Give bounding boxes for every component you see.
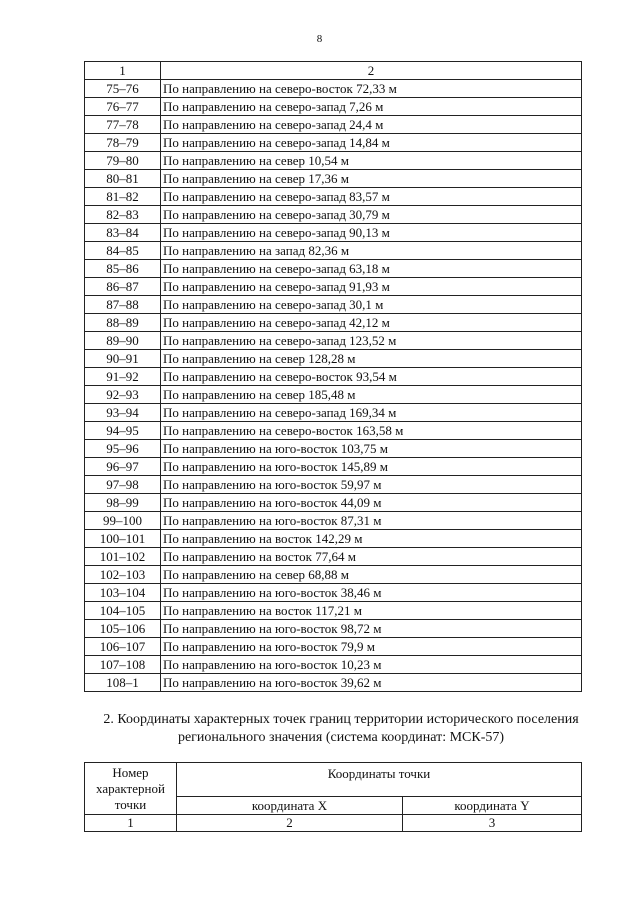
segment-number-cell: 83–84	[85, 224, 161, 242]
table-row	[85, 170, 582, 188]
segment-description-cell: По направлению на восток 77,64 м	[161, 548, 582, 566]
segment-description-cell: По направлению на юго-восток 98,72 м	[161, 620, 582, 638]
coordinates-header-row-1	[85, 763, 582, 797]
segment-number-cell: 80–81	[85, 170, 161, 188]
segments-table-header-row	[85, 62, 582, 80]
table-row	[85, 224, 582, 242]
segment-number-cell: 105–106	[85, 620, 161, 638]
segment-number-cell: 76–77	[85, 98, 161, 116]
segment-description-cell: По направлению на юго-восток 10,23 м	[161, 656, 582, 674]
section-2-title	[84, 711, 598, 747]
segment-description-cell: По направлению на юго-восток 103,75 м	[161, 440, 582, 458]
coordinates-number-cell-1: 1	[85, 815, 177, 832]
segment-description-cell: По направлению на север 10,54 м	[161, 152, 582, 170]
segment-number-cell: 81–82	[85, 188, 161, 206]
table-row	[85, 350, 582, 368]
table-row	[85, 134, 582, 152]
segment-number-cell: 108–1	[85, 674, 161, 692]
segment-number-cell: 84–85	[85, 242, 161, 260]
x-coordinate-header: координата X	[177, 797, 403, 815]
table-row	[85, 206, 582, 224]
table-row	[85, 602, 582, 620]
table-row	[85, 296, 582, 314]
segment-description-cell: По направлению на восток 142,29 м	[161, 530, 582, 548]
segment-description-cell: По направлению на северо-запад 169,34 м	[161, 404, 582, 422]
segment-number-cell: 86–87	[85, 278, 161, 296]
segment-number-cell: 91–92	[85, 368, 161, 386]
table-row	[85, 116, 582, 134]
segment-description-cell: По направлению на северо-запад 83,57 м	[161, 188, 582, 206]
segment-description-cell: По направлению на юго-восток 39,62 м	[161, 674, 582, 692]
segment-description-cell: По направлению на юго-восток 79,9 м	[161, 638, 582, 656]
table-row	[85, 476, 582, 494]
segment-description-cell: По направлению на юго-восток 59,97 м	[161, 476, 582, 494]
segment-description-cell: По направлению на восток 117,21 м	[161, 602, 582, 620]
segment-description-cell: По направлению на юго-восток 87,31 м	[161, 512, 582, 530]
segment-number-cell: 101–102	[85, 548, 161, 566]
segment-description-cell: По направлению на северо-запад 7,26 м	[161, 98, 582, 116]
segment-number-cell: 97–98	[85, 476, 161, 494]
table-row	[85, 638, 582, 656]
point-number-header-line2: характерной	[96, 780, 165, 796]
segment-number-cell: 104–105	[85, 602, 161, 620]
segment-description-cell: По направлению на северо-запад 63,18 м	[161, 260, 582, 278]
segment-number-cell: 102–103	[85, 566, 161, 584]
segment-number-cell: 90–91	[85, 350, 161, 368]
segment-number-cell: 89–90	[85, 332, 161, 350]
segment-description-cell: По направлению на север 17,36 м	[161, 170, 582, 188]
segment-description-cell: По направлению на северо-запад 91,93 м	[161, 278, 582, 296]
segment-description-cell: По направлению на северо-запад 90,13 м	[161, 224, 582, 242]
table-row	[85, 494, 582, 512]
table-row	[85, 620, 582, 638]
segment-description-cell: По направлению на север 128,28 м	[161, 350, 582, 368]
segments-header-col2: 2	[161, 62, 582, 80]
segment-description-cell: По направлению на север 185,48 м	[161, 386, 582, 404]
segment-number-cell: 96–97	[85, 458, 161, 476]
segment-number-cell: 100–101	[85, 530, 161, 548]
segment-description-cell: По направлению на запад 82,36 м	[161, 242, 582, 260]
segment-number-cell: 75–76	[85, 80, 161, 98]
segment-number-cell: 88–89	[85, 314, 161, 332]
segment-number-cell: 106–107	[85, 638, 161, 656]
segment-description-cell: По направлению на юго-восток 145,89 м	[161, 458, 582, 476]
point-number-header-line3: точки	[114, 796, 147, 812]
coordinates-number-row	[85, 815, 582, 832]
table-row	[85, 368, 582, 386]
segment-number-cell: 93–94	[85, 404, 161, 422]
segment-description-cell: По направлению на северо-запад 30,1 м	[161, 296, 582, 314]
table-row	[85, 512, 582, 530]
segment-description-cell: По направлению на юго-восток 44,09 м	[161, 494, 582, 512]
section-2-title-line1: 2. Координаты характерных точек границ территории исторического поселения	[103, 712, 579, 727]
table-row	[85, 260, 582, 278]
segment-description-cell: По направлению на северо-запад 24,4 м	[161, 116, 582, 134]
table-row	[85, 656, 582, 674]
segment-number-cell: 95–96	[85, 440, 161, 458]
table-row	[85, 98, 582, 116]
table-row	[85, 458, 582, 476]
segment-number-cell: 79–80	[85, 152, 161, 170]
segment-number-cell: 98–99	[85, 494, 161, 512]
y-coordinate-header: координата Y	[403, 797, 582, 815]
table-row	[85, 548, 582, 566]
coordinates-table	[84, 762, 582, 832]
segment-description-cell: По направлению на северо-запад 42,12 м	[161, 314, 582, 332]
table-row	[85, 584, 582, 602]
segment-description-cell: По направлению на север 68,88 м	[161, 566, 582, 584]
point-coordinates-header: Координаты точки	[177, 763, 582, 797]
coordinates-number-cell-3: 3	[403, 815, 582, 832]
table-row	[85, 80, 582, 98]
table-row	[85, 422, 582, 440]
table-row	[85, 386, 582, 404]
segment-number-cell: 99–100	[85, 512, 161, 530]
segment-description-cell: По направлению на северо-восток 93,54 м	[161, 368, 582, 386]
point-number-header-line1: Номер	[112, 764, 149, 780]
table-row	[85, 404, 582, 422]
section-2-title-line2: регионального значения (система координат: МСК-57)	[177, 730, 505, 745]
segments-table-body	[85, 80, 582, 692]
segment-number-cell: 94–95	[85, 422, 161, 440]
segment-number-cell: 82–83	[85, 206, 161, 224]
table-row	[85, 314, 582, 332]
table-row	[85, 242, 582, 260]
segment-number-cell: 77–78	[85, 116, 161, 134]
table-row	[85, 530, 582, 548]
segment-description-cell: По направлению на северо-запад 123,52 м	[161, 332, 582, 350]
table-row	[85, 152, 582, 170]
segment-number-cell: 103–104	[85, 584, 161, 602]
segment-number-cell: 87–88	[85, 296, 161, 314]
segment-description-cell: По направлению на северо-запад 14,84 м	[161, 134, 582, 152]
coordinates-number-cell-2: 2	[177, 815, 403, 832]
table-row	[85, 188, 582, 206]
segment-description-cell: По направлению на юго-восток 38,46 м	[161, 584, 582, 602]
segment-description-cell: По направлению на северо-запад 30,79 м	[161, 206, 582, 224]
segment-number-cell: 85–86	[85, 260, 161, 278]
segment-number-cell: 78–79	[85, 134, 161, 152]
table-row	[85, 332, 582, 350]
segment-number-cell: 107–108	[85, 656, 161, 674]
point-number-header	[85, 763, 177, 815]
segment-description-cell: По направлению на северо-восток 72,33 м	[161, 80, 582, 98]
segments-table	[84, 61, 582, 692]
segment-description-cell: По направлению на северо-восток 163,58 м	[161, 422, 582, 440]
page-number: 8	[316, 33, 323, 45]
segments-header-col1: 1	[85, 62, 161, 80]
table-row	[85, 674, 582, 692]
table-row	[85, 278, 582, 296]
table-row	[85, 440, 582, 458]
table-row	[85, 566, 582, 584]
segment-number-cell: 92–93	[85, 386, 161, 404]
